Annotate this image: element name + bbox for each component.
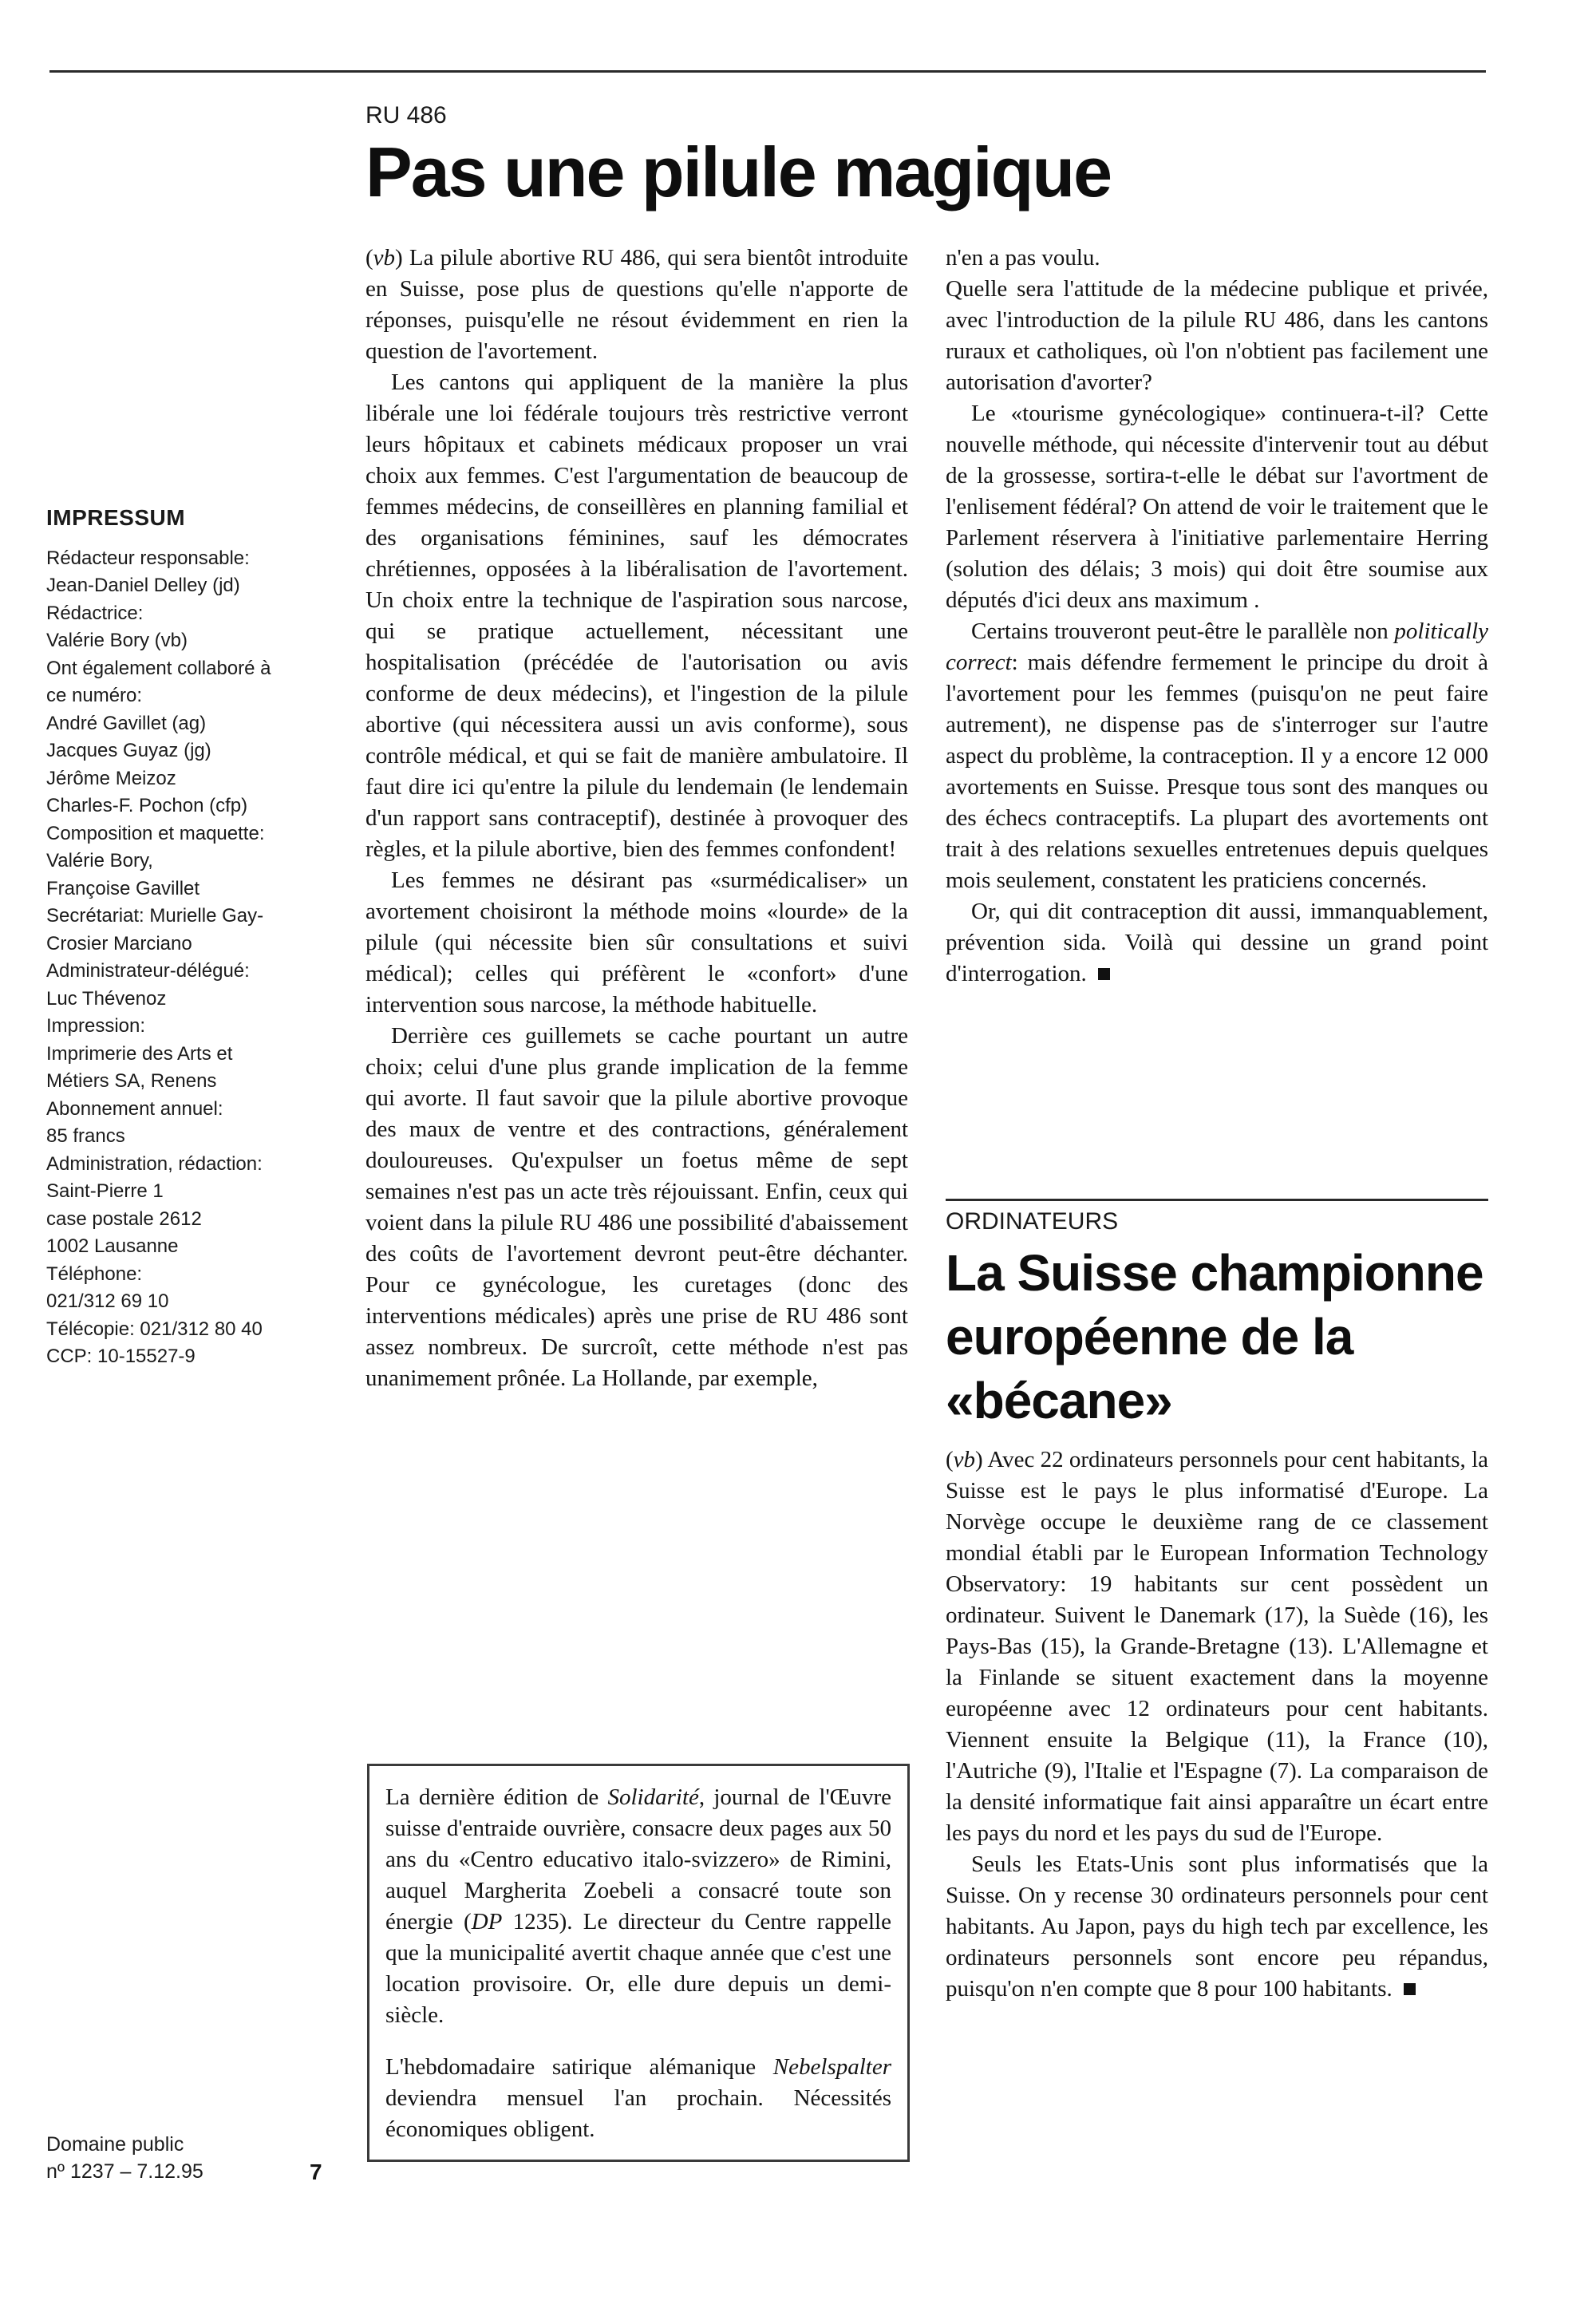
article1-paragraph: Les femmes ne désirant pas «surmédicaliser» un avortement choisiront la méthode moins «lourde» de la pilule (qui nécessite bien sûr consultations et suivi médical); celles qui préfèrent le «confort» d'une intervention sous narcose, la méthode habituelle. bbox=[365, 867, 908, 1018]
article1-byline: vb bbox=[373, 245, 396, 271]
impressum-title: IMPRESSUM bbox=[46, 505, 186, 530]
impressum-line: Françoise Gavillet bbox=[46, 877, 200, 899]
impressum-line: Administrateur-délégué: bbox=[46, 960, 250, 982]
article1-paragraph: n'en a pas voulu. bbox=[946, 245, 1100, 271]
impressum-line: Saint-Pierre 1 bbox=[46, 1180, 164, 1202]
impressum-line: Imprimerie des Arts et bbox=[46, 1042, 233, 1065]
top-rule bbox=[49, 70, 1486, 73]
impressum-line: Impression: bbox=[46, 1015, 146, 1037]
impressum-line: 85 francs bbox=[46, 1125, 125, 1147]
impressum-line: Jérôme Meizoz bbox=[46, 767, 176, 789]
impressum-line: Rédacteur responsable: bbox=[46, 547, 250, 569]
impressum-lines bbox=[46, 545, 330, 1371]
impressum-line: 021/312 69 10 bbox=[46, 1290, 169, 1312]
footer bbox=[46, 2131, 203, 2185]
end-mark-icon bbox=[1098, 968, 1110, 980]
page-number: 7 bbox=[310, 2160, 322, 2184]
impressum-line: Rédactrice: bbox=[46, 602, 144, 624]
brief-notes-box bbox=[367, 1764, 910, 2162]
article2-lead: (vb) Avec 22 ordinateurs personnels pour cent habitants, la Suisse est le pays le plus informatisé d'Europe. La Norvège occupe le deuxième rang de ce classement mondial établi par le European Information Technology Observatory: 19 habitants sur cent possèdent un ordinateur. Suivent le Danemark (17), la Suède (16), les Pays-Bas (15), la Grande-Bretagne (13). L'Allemagne et la Finlande se situent exactement dans la moyenne européenne avec 12 ordinateurs pour cent habitants. Viennent ensuite la Belgique (11), la France (10), l'Autriche (9), l'Italie et l'Espagne (7). La comparaison de la densité informatique fait ainsi apparaître un écart entre les pays du nord et les pays du sud de l'Europe. bbox=[946, 1447, 1488, 1846]
impressum-line: Administration, rédaction: bbox=[46, 1152, 263, 1175]
article1-paragraph: Quelle sera l'attitude de la médecine publique et privée, avec l'introduction de la pilule RU 486, dans les cantons ruraux et catholiques, où l'on n'obtient pas facilement une autorisation d'avorter? bbox=[946, 276, 1488, 395]
end-mark-icon bbox=[1404, 1983, 1416, 1995]
impressum-line: Charles-F. Pochon (cfp) bbox=[46, 795, 248, 816]
article1-column-1 bbox=[365, 243, 908, 1394]
impressum-line: Composition et maquette: bbox=[46, 822, 265, 844]
impressum bbox=[46, 504, 330, 1371]
article2-headline: La Suisse championne européenne de la «bécane» bbox=[946, 1244, 1483, 1429]
impressum-line: ce numéro: bbox=[46, 685, 143, 706]
impressum-line: 1002 Lausanne bbox=[46, 1235, 179, 1257]
brief-note: L'hebdomadaire satirique alémanique Nebelspalter deviendra mensuel l'an prochain. Nécessités économiques obligent. bbox=[385, 2054, 891, 2142]
article2-paragraph: Seuls les Etats-Unis sont plus informatisés que la Suisse. On y recense 30 ordinateurs personnels pour cent habitants. Au Japon, pays du high tech par excellence, les ordinateurs personnels sont encore peu répandus, puisqu'on n'en compte que 8 pour 100 habitants. bbox=[946, 1851, 1488, 2002]
impressum-line: Luc Thévenoz bbox=[46, 987, 167, 1010]
article1-lead: (vb) La pilule abortive RU 486, qui sera bientôt introduite en Suisse, pose plus de questions qu'elle n'apporte de réponses, puisqu'elle ne résout évidemment en rien la question de l'avortement. bbox=[365, 245, 908, 364]
impressum-line: Abonnement annuel: bbox=[46, 1097, 223, 1120]
impressum-line: Jean-Daniel Delley (jd) bbox=[46, 575, 240, 596]
article1-paragraph: Certains trouveront peut-être le parallèle non politically correct: mais défendre fermement le principe du droit à l'avortement pour les femmes (puisqu'on ne peut faire autrement), ne dispense pas de s'interroger sur l'autre aspect du problème, la contraception. Il y a encore 12 000 avortements en Suisse. Presque tous sont des manques ou des échecs contraceptifs. La plupart des avortements ont trait à des relations sexuelles entretenues depuis quelques mois seulement, constatent les praticiens concernés. bbox=[946, 618, 1488, 893]
impressum-line: Secrétariat: Murielle Gay- bbox=[46, 905, 264, 927]
impressum-line: case postale 2612 bbox=[46, 1207, 202, 1230]
brief-note: La dernière édition de Solidarité, journal de l'Œuvre suisse d'entraide ouvrière, consacre deux pages aux 50 ans du «Centro educativo italo-svizzero» de Rimini, auquel Margherita Zoebeli a consacré toute son énergie (DP 1235). Le directeur du Centre rappelle que la municipalité avertit chaque année que c'est une location provisoire. Or, elle dure depuis un demi-siècle. bbox=[385, 1784, 891, 2028]
impressum-line: Téléphone: bbox=[46, 1263, 143, 1285]
article2-byline: vb bbox=[953, 1447, 976, 1472]
impressum-line: Valérie Bory, bbox=[46, 850, 153, 871]
section-rule bbox=[946, 1199, 1488, 1201]
publication-name: Domaine public bbox=[46, 2133, 184, 2156]
article1-paragraph: Or, qui dit contraception dit aussi, immanquablement, prévention sida. Voilà qui dessine un grand point d'interrogation. bbox=[946, 899, 1488, 986]
article2-kicker: ORDINATEURS bbox=[946, 1208, 1119, 1235]
article1-headline: Pas une pilule magique bbox=[365, 132, 1112, 211]
impressum-line: Télécopie: 021/312 80 40 bbox=[46, 1318, 263, 1340]
impressum-line: Métiers SA, Renens bbox=[46, 1070, 217, 1092]
issue-info: nº 1237 – 7.12.95 bbox=[46, 2160, 203, 2183]
impressum-line: Ont également collaboré à bbox=[46, 657, 271, 679]
article1-column-2 bbox=[946, 243, 1488, 990]
impressum-line: André Gavillet (ag) bbox=[46, 712, 207, 734]
impressum-line: CCP: 10-15527-9 bbox=[46, 1346, 196, 1367]
impressum-line: Crosier Marciano bbox=[46, 932, 192, 954]
impressum-line: Jacques Guyaz (jg) bbox=[46, 740, 211, 761]
article1-paragraph: Derrière ces guillemets se cache pourtant un autre choix; celui d'une plus grande implication de la femme qui avorte. Il faut savoir que la pilule abortive provoque des maux de ventre et des contractions, généralement douloureuses. Qu'expulser un foetus même de sept semaines n'est pas un acte très réjouissant. Enfin, ceux qui voient dans la pilule RU 486 une possibilité d'abaissement des coûts de l'avortement devront peut-être déchanter. Pour ce gynécologue, les curetages (donc des interventions médicales) après une prise de RU 486 sont assez nombreux. De surcroît, cette méthode n'est pas unanimement prônée. La Hollande, par exemple, bbox=[365, 1023, 908, 1391]
article2-body bbox=[946, 1444, 1488, 2005]
article1-paragraph: Le «tourisme gynécologique» continuera-t-il? Cette nouvelle méthode, qui nécessite d'intervenir tout au début de la grossesse, sortira-t-elle le débat sur l'avortment de l'enlisement fédéral? On attend de voir le traitement que le Parlement réservera à l'initiative parlementaire Herring (solution des délais; 3 mois) qui doit être soumise aux députés d'ici deux ans maximum . bbox=[946, 401, 1488, 613]
article1-kicker: RU 486 bbox=[365, 102, 447, 128]
article1-paragraph: Les cantons qui appliquent de la manière la plus libérale une loi fédérale toujours très restrictive verront leurs hôpitaux et cabinets médicaux proposer un vrai choix aux femmes. C'est l'argumentation de beaucoup de femmes médecins, de conseillères en planning familial et des organisations féminines, sauf les démocrates chrétiennes, opposées à la libéralisation de l'avortement. Un choix entre la technique de l'aspiration sous narcose, qui se pratique actuellement, nécessitant une hospitalisation (précédée de l'autorisation ou avis conforme de deux médecins), et l'ingestion de la pilule abortive (qui nécessitera aussi un avis conforme), sous contrôle médical, et qui se fait de manière ambulatoire. Il faut dire ici qu'entre la pilule du lendemain (le lendemain d'un rapport sans contraceptif), destinée à provoquer des règles, et la pilule abortive, bien des femmes confondent! bbox=[365, 370, 908, 862]
impressum-line: Valérie Bory (vb) bbox=[46, 630, 188, 651]
